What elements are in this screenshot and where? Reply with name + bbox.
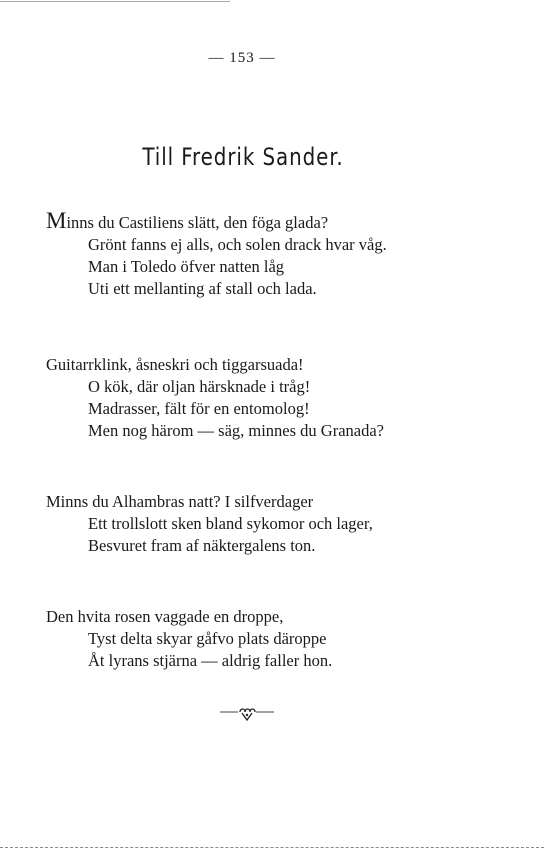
poem-line: Man i Toledo öfver natten låg: [88, 257, 285, 276]
page-number: — 153 —: [208, 50, 276, 66]
poem-line: Minns du Alhambras natt? I silfverdager: [46, 492, 314, 511]
page-top-edge: [0, 1, 230, 2]
poem-line: Besvuret fram af näktergalens ton.: [88, 536, 316, 555]
stanza-2: [46, 354, 384, 442]
poem-line: Åt lyrans stjärna — aldrig faller hon.: [88, 651, 333, 670]
poem-line: Uti ett mellanting af stall och lada.: [88, 279, 317, 298]
poem-line: Tyst delta skyar gåfvo plats däroppe: [88, 629, 327, 648]
poem-line: Madrasser, fält för en entomolog!: [88, 399, 310, 418]
poem-line: Grönt fanns ej alls, och solen drack hvar våg.: [88, 235, 387, 254]
poem-title: Till Fredrik Sander.: [142, 143, 344, 171]
stanza-3: [46, 491, 373, 557]
poem-line: Den hvita rosen vaggade en droppe,: [46, 607, 284, 626]
poem-line: Guitarrklink, åsneskri och tiggarsuada!: [46, 355, 304, 374]
poem-line: O kök, där oljan härsknade i tråg!: [88, 377, 311, 396]
poem-line: Men nog härom — säg, minnes du Granada?: [88, 421, 385, 440]
fleuron-divider-icon: [220, 706, 274, 722]
page-bottom-edge: [0, 847, 544, 848]
drop-initial: M: [46, 208, 67, 233]
poem-line: Ett trollslott sken bland sykomor och lager,: [88, 514, 373, 533]
stanza-4: [46, 606, 332, 672]
line-text: inns du Castiliens slätt, den föga glada?: [66, 213, 329, 232]
poem-line: [46, 210, 387, 234]
stanza-1: [46, 210, 387, 300]
